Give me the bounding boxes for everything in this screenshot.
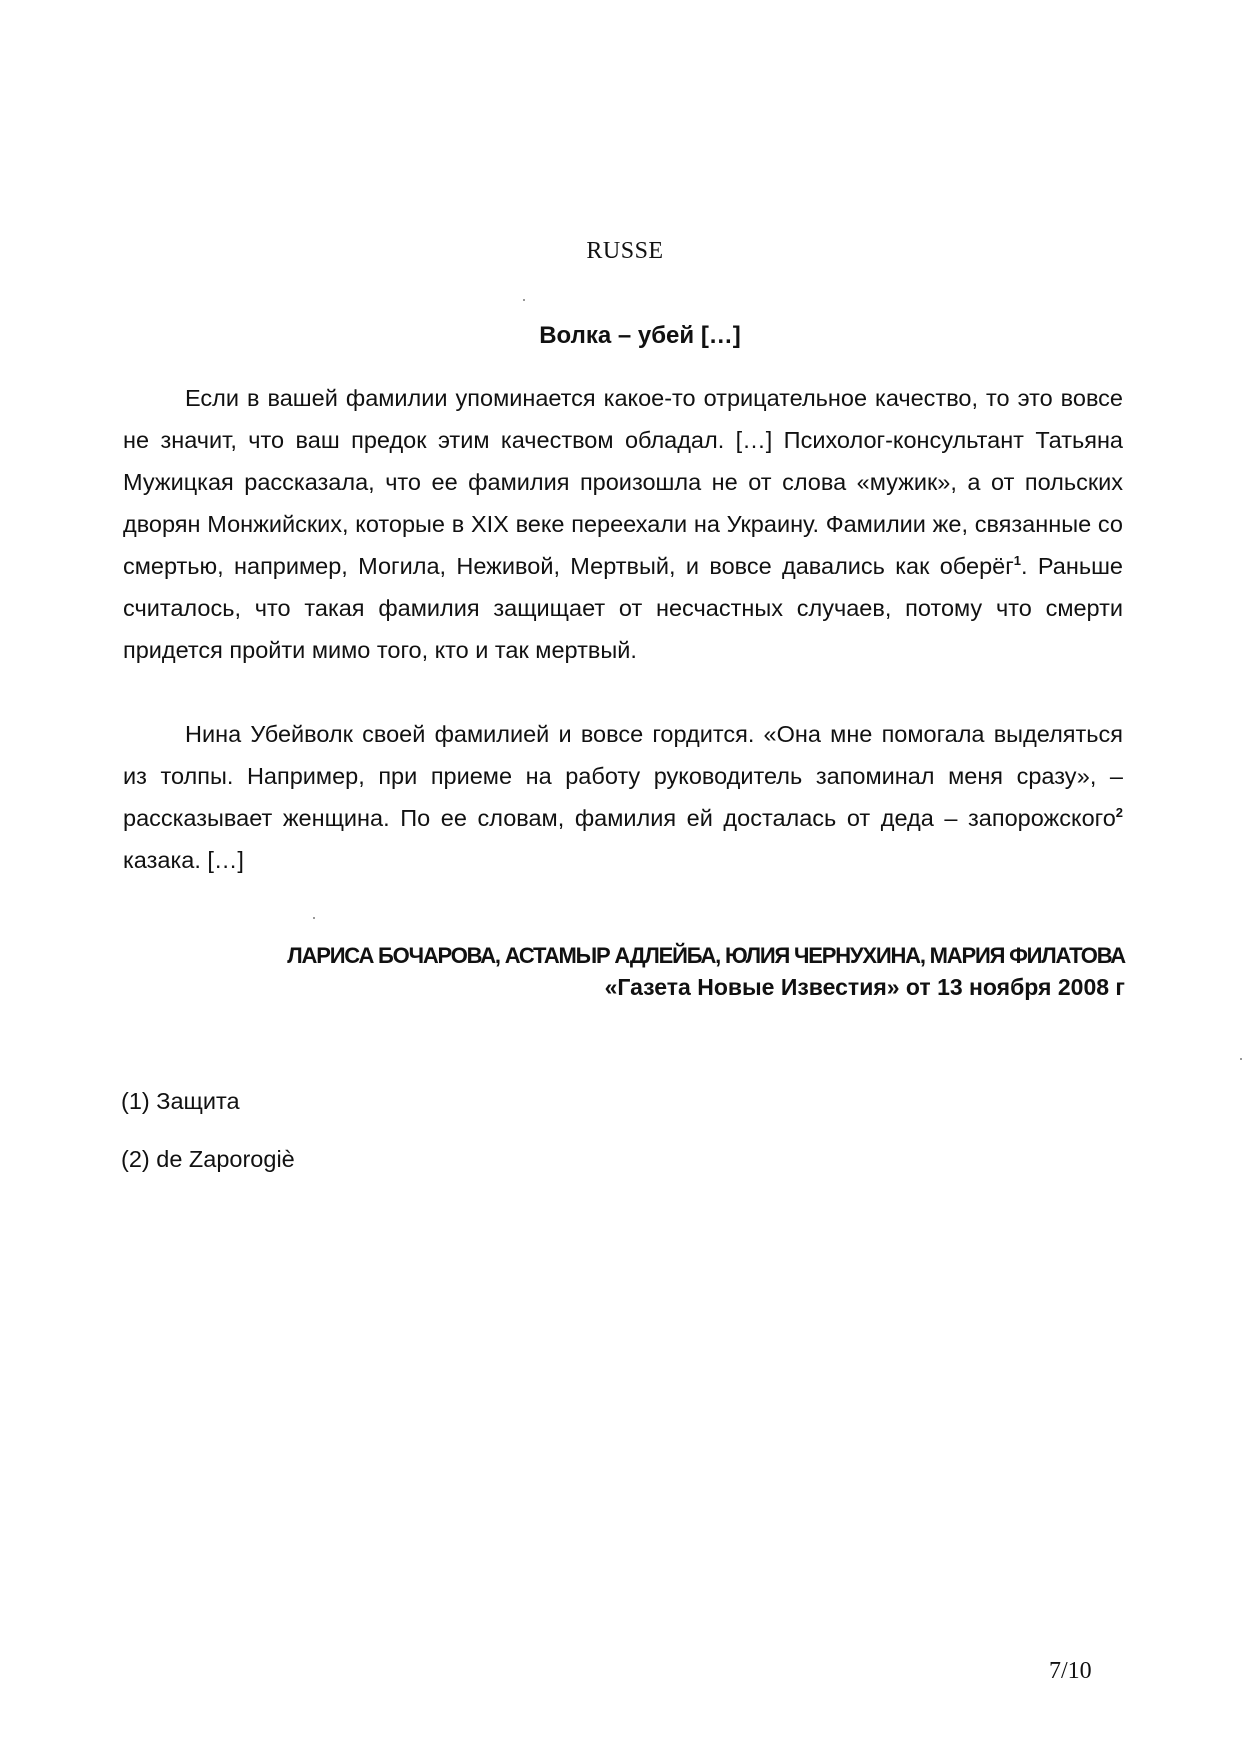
article-source: «Газета Новые Известия» от 13 ноября 2008 г: [604, 974, 1125, 1000]
footnote-ref-2: 2: [1115, 805, 1123, 821]
article-paragraph-1: [123, 377, 1123, 671]
paragraph-2-text-b: казака. […]: [123, 847, 244, 873]
scan-speck: [313, 917, 315, 919]
paragraph-2-text-a: Нина Убейволк своей фамилией и вовсе гордится. «Она мне помогала выделяться из толпы. Например, при приеме на работу руководитель запоминал меня сразу», – рассказывает женщина. По ее словам, фамилия ей досталась от деда – запорожского: [123, 721, 1123, 831]
scan-speck: [1240, 1058, 1242, 1060]
footnote-ref-1: 1: [1013, 553, 1022, 569]
footnote-2: (2) de Zaporogiè: [121, 1146, 295, 1172]
article-authors: ЛАРИСА БОЧАРОВА, АСТАМЫР АДЛЕЙБА, ЮЛИЯ ЧЕРНУХИНА, МАРИЯ ФИЛАТОВА: [287, 943, 1125, 968]
signature-block: [287, 940, 1125, 1002]
article-paragraph-2: [123, 713, 1123, 881]
paragraph-1-text-b: . Раньше считалось, что такая фамилия защищает от несчастных случаев, потому что смерти придется пройти мимо того, кто и так мертвый.: [123, 553, 1124, 663]
paragraph-1-text-a: Если в вашей фамилии упоминается какое-то отрицательное качество, то это вовсе не значит, что ваш предок этим качеством обладал. […] Психолог-консультант Татьяна Мужицкая рассказала, что ее фамилия произошла не от слова «мужик», а от польских дворян Монжийских, которые в XIX веке переехали на Украину. Фамилии же, связанные со смертью, например, Могила, Неживой, Мертвый, и вовсе давались как оберёг: [123, 385, 1123, 579]
article-title: Волка – убей […]: [539, 322, 741, 349]
header-label: RUSSE: [586, 238, 664, 264]
footnote-1: (1) Защита: [121, 1088, 240, 1114]
page-number: 7/10: [1049, 1658, 1092, 1684]
scan-speck: [523, 299, 525, 301]
